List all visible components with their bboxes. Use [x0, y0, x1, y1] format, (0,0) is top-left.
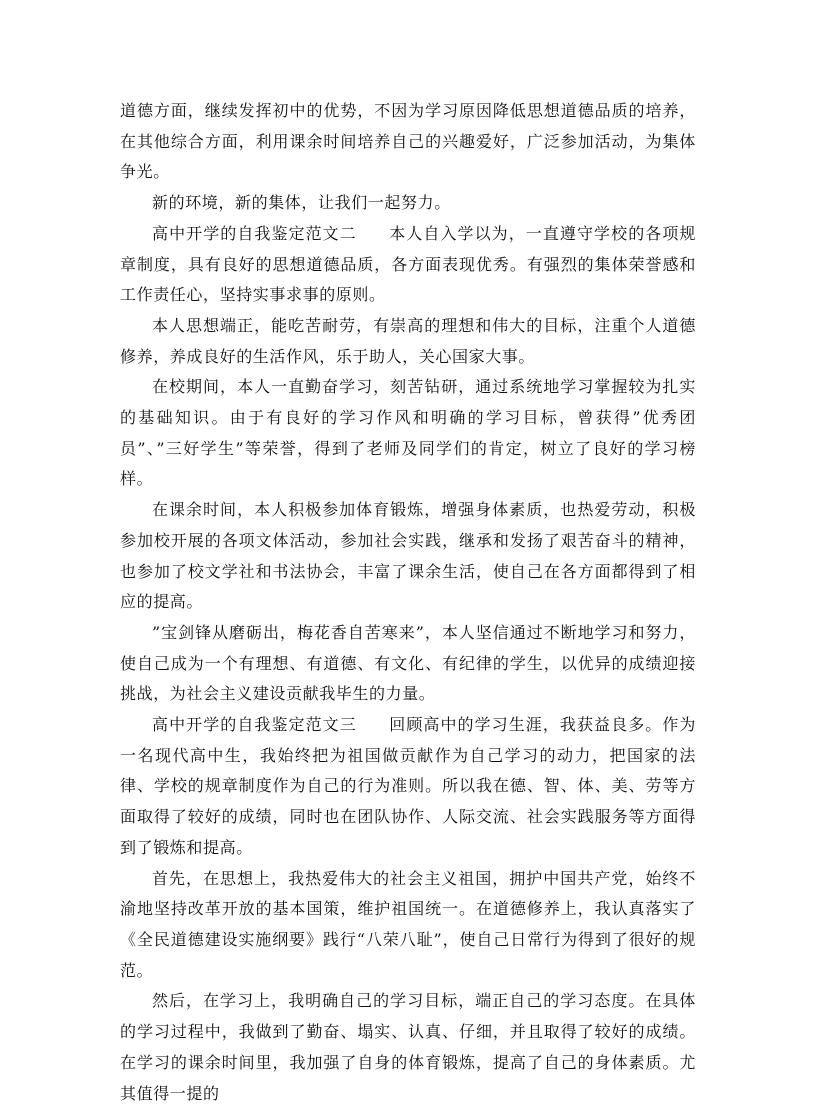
paragraph-10 [120, 986, 696, 1109]
paragraph-text: 首先，在思想上，我热爱伟大的社会主义祖国，拥护中国共产党，始终不渝地坚持改革开放的基本国策，维护祖国统一。在道德修养上，我认真落实了《全民道德建设实施纲要》践行“八荣八耻”，使自己日常行为得到了很好的规范。 [120, 868, 696, 980]
paragraph-2 [120, 188, 696, 219]
paragraph-6 [120, 495, 696, 618]
paragraph-text: 新的环境，新的集体，让我们一起努力。 [152, 193, 451, 213]
paragraph-9 [120, 864, 696, 987]
section-heading: 高中开学的自我鉴定范文三 [152, 715, 357, 735]
paragraph-text: 在校期间，本人一直勤奋学习，刻苦钻研，通过系统地学习掌握较为扎实的基础知识。由于有良好的学习作风和明确的学习目标，曾获得”优秀团员”、”三好学生”等荣誉，得到了老师及同学们的肯定，树立了良好的学习榜样。 [120, 377, 696, 489]
paragraph-text: 道德方面，继续发挥初中的优势，不因为学习原因降低思想道德品质的培养，在其他综合方面，利用课余时间培养自己的兴趣爱好，广泛参加活动，为集体争光。 [120, 101, 696, 182]
paragraph-8 [120, 710, 696, 864]
paragraph-5 [120, 372, 696, 495]
paragraph-text: ”宝剑锋从磨砺出，梅花香自苦寒来”，本人坚信通过不断地学习和努力，使自己成为一个有理想、有道德、有文化、有纪律的学生，以优异的成绩迎接挑战，为社会主义建设贡献我毕生的力量。 [120, 622, 696, 704]
paragraph-text: 本人思想端正，能吃苦耐劳，有崇高的理想和伟大的目标，注重个人道德修养，养成良好的生活作风，乐于助人，关心国家大事。 [120, 315, 696, 366]
document-body [120, 96, 696, 1109]
section-heading: 高中开学的自我鉴定范文二 [152, 223, 357, 243]
paragraph-text: 然后，在学习上，我明确自己的学习目标，端正自己的学习态度。在具体的学习过程中，我做到了勤奋、塌实、认真、仔细，并且取得了较好的成绩。在学习的课余时间里，我加强了自身的体育锻炼，提高了自己的身体素质。尤其值得一提的 [120, 991, 696, 1103]
paragraph-text: 回顾高中的学习生涯，我获益良多。作为一名现代高中生，我始终把为祖国做贡献作为自己学习的动力，把国家的法律、学校的规章制度作为自己的行为准则。所以我在德、智、体、美、劳等方面取得了较好的成绩，同时也在团队协作、人际交流、社会实践服务等方面得到了锻炼和提高。 [120, 715, 696, 857]
paragraph-text: 本人自入学以为，一直遵守学校的各项规章制度，具有良好的思想道德品质，各方面表现优秀。有强烈的集体荣誉感和工作责任心，坚持实事求事的原则。 [120, 223, 696, 305]
paragraph-7 [120, 618, 696, 710]
paragraph-1 [120, 96, 696, 188]
paragraph-text: 在课余时间，本人积极参加体育锻炼，增强身体素质，也热爱劳动，积极参加校开展的各项文体活动，参加社会实践，继承和发扬了艰苦奋斗的精神，也参加了校文学社和书法协会，丰富了课余生活，使自己在各方面都得到了相应的提高。 [120, 500, 696, 612]
paragraph-3 [120, 219, 696, 311]
paragraph-4 [120, 311, 696, 372]
